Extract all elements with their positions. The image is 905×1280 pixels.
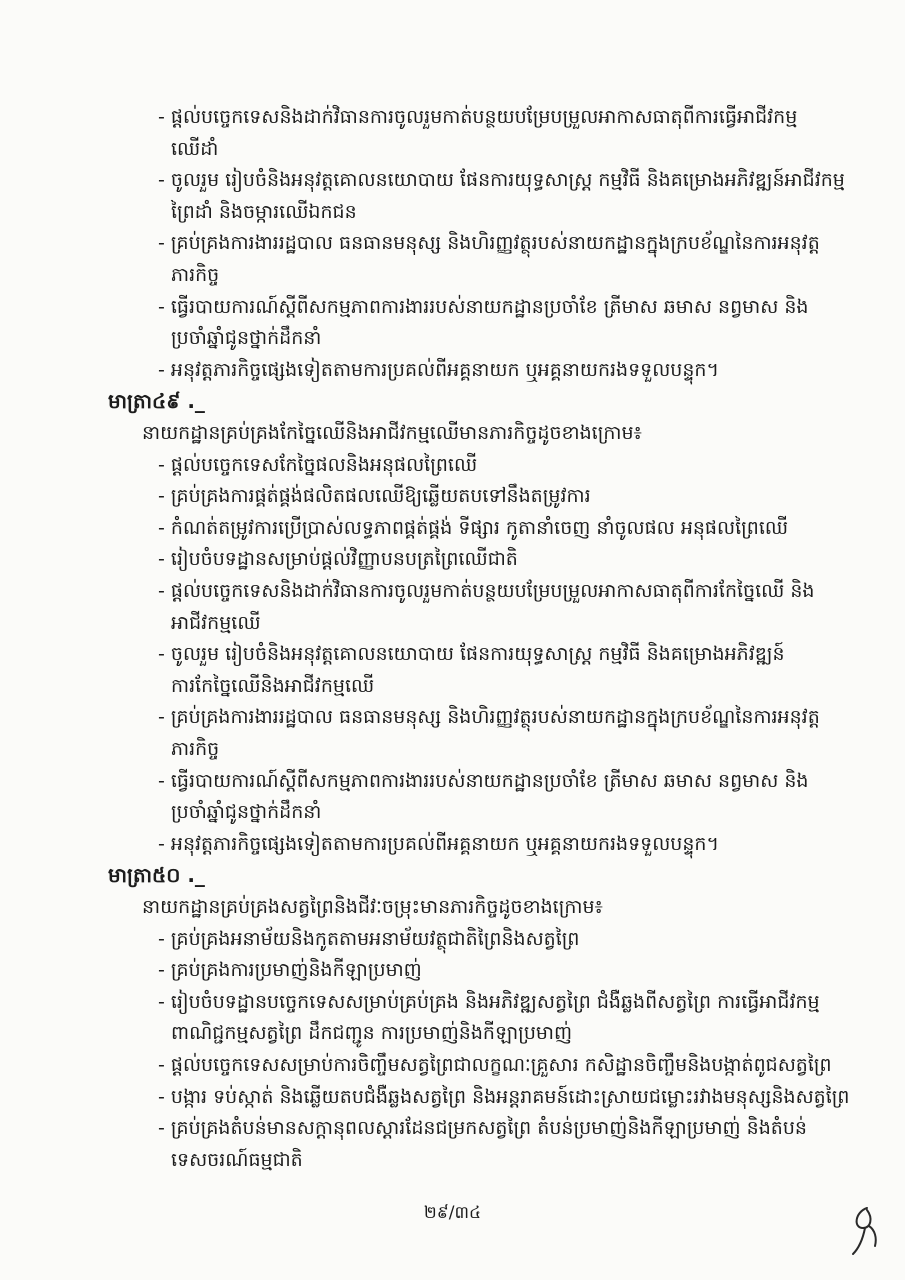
list-item: - បង្ការ ទប់ស្កាត់ និងឆ្លើយតបជំងឺឆ្លងសត្វព្រៃ និងអន្តរាគមន៍ដោះស្រាយជម្លោះរវាងមនុស្សនិងសត្វព្រៃ [158, 1085, 850, 1108]
article-heading: មាត្រា៥០ ._ [108, 863, 205, 888]
page-number: ២៩/៣៤ [423, 1203, 482, 1223]
handwritten-initial-icon [845, 1198, 885, 1258]
list-item: - ចូលរួម រៀបចំនិងអនុវត្តគោលនយោបាយ ផែនការយុទ្ធសាស្ត្រ កម្មវិធី និងគម្រោងអភិវឌ្ឍន៍ [158, 643, 785, 666]
list-item: - ផ្តល់បច្ចេកទេសនិងដាក់វិធានការចូលរួមកាត់បន្ថយបម្រែបម្រួលអាកាសធាតុពីការធ្វើអាជីវកម្ម [158, 106, 798, 128]
list-item: - រៀបចំបទដ្ឋានបច្ចេកទេសសម្រាប់គ្រប់គ្រង និងអភិវឌ្ឍសត្វព្រៃ ជំងឺឆ្លងពីសត្វព្រៃ ការធ្វើអាជីវកម្ម [158, 990, 820, 1013]
list-item-continuation: អាជីវកម្មឈើ [171, 611, 261, 634]
list-item: - ផ្តល់បច្ចេកទេសកែច្នៃផលនិងអនុផលព្រៃឈើ [158, 453, 478, 476]
list-item: - គ្រប់គ្រងការប្រមាញ់និងកីឡាប្រមាញ់ [158, 959, 422, 982]
article-intro: នាយកដ្ឋានគ្រប់គ្រងកែច្នៃឈើនិងអាជីវកម្មឈើមានភារកិច្ចដូចខាងក្រោម៖ [142, 422, 642, 444]
list-item-continuation: ព្រៃដាំ និងចម្ការឈើឯកជន [171, 200, 357, 223]
list-item: - គ្រប់គ្រងការងាររដ្ឋបាល ធនធានមនុស្ស និងហិរញ្ញវត្ថុរបស់នាយកដ្ឋានក្នុងក្របខ័ណ្ឌនៃការអនុវត្ត [158, 232, 820, 255]
list-item: - អនុវត្តភារកិច្ចផ្សេងទៀតតាមការប្រគល់ពីអគ្គនាយក ឬអគ្គនាយករងទទួលបន្ទុក។ [158, 832, 720, 855]
list-item-continuation: ប្រចាំឆ្នាំជូនថ្នាក់ដឹកនាំ [171, 327, 322, 350]
list-item: - គ្រប់គ្រងតំបន់មានសក្តានុពលស្តារដែនជម្រកសត្វព្រៃ តំបន់ប្រមាញ់និងកីឡាប្រមាញ់ និងតំបន់ [158, 1117, 807, 1140]
list-item: - ចូលរួម រៀបចំនិងអនុវត្តគោលនយោបាយ ផែនការយុទ្ធសាស្ត្រ កម្មវិធី និងគម្រោងអភិវឌ្ឍន៍អាជីវកម្ម [158, 169, 845, 192]
list-item-continuation: ភារកិច្ច [171, 738, 220, 760]
list-item: - គ្រប់គ្រងអនាម័យនិងកូតតាមអនាម័យវត្ថុជាតិព្រៃនិងសត្វព្រៃ [158, 927, 580, 950]
list-item: - គ្រប់គ្រងការផ្គត់ផ្គង់ផលិតផលឈើឱ្យឆ្លើយតបទៅនឹងតម្រូវការ [158, 485, 591, 508]
list-item-continuation: ភារកិច្ច [171, 264, 220, 286]
list-item: - កំណត់តម្រូវការប្រើប្រាស់លទ្ធភាពផ្គត់ផ្គង់ ទីផ្សារ កូតានាំចេញ នាំចូលផល អនុផលព្រៃឈើ [158, 516, 789, 539]
list-item: - ធ្វើរបាយការណ៍ស្តីពីសកម្មភាពការងាររបស់នាយកដ្ឋានប្រចាំខែ ត្រីមាស ឆមាស នព្វមាស និង [158, 295, 809, 318]
article-intro: នាយកដ្ឋានគ្រប់គ្រងសត្វព្រៃនិងជីវៈចម្រុះមានភារកិច្ចដូចខាងក្រោម៖ [142, 896, 603, 918]
list-item-continuation: ប្រចាំឆ្នាំជូនថ្នាក់ដឹកនាំ [171, 801, 322, 824]
list-item-continuation: ពាណិជ្ជកម្មសត្វព្រៃ ដឹកជញ្ជូន ការប្រមាញ់និងកីឡាប្រមាញ់ [171, 1022, 573, 1045]
list-item-continuation: ការកែច្នៃឈើនិងអាជីវកម្មឈើ [171, 674, 375, 697]
list-item: - រៀបចំបទដ្ឋានសម្រាប់ផ្តល់វិញ្ញាបនបត្រព្រៃឈើជាតិ [158, 548, 518, 571]
list-item: - ផ្តល់បច្ចេកទេសសម្រាប់ការចិញ្ចឹមសត្វព្រៃជាលក្ខណៈគ្រួសារ កសិដ្ឋានចិញ្ចឹមនិងបង្កាត់ពូជសត្វព្រៃ [158, 1054, 832, 1076]
list-item: - ផ្តល់បច្ចេកទេសនិងដាក់វិធានការចូលរួមកាត់បន្ថយបម្រែបម្រួលអាកាសធាតុពីការកែច្នៃឈើ និង [158, 580, 815, 602]
list-item-continuation: ទេសចរណ៍ធម្មជាតិ [171, 1148, 303, 1171]
list-item-continuation: ឈើដាំ [171, 137, 219, 160]
list-item: - ធ្វើរបាយការណ៍ស្តីពីសកម្មភាពការងាររបស់នាយកដ្ឋានប្រចាំខែ ត្រីមាស ឆមាស នព្វមាស និង [158, 769, 809, 792]
list-item: - គ្រប់គ្រងការងាររដ្ឋបាល ធនធានមនុស្ស និងហិរញ្ញវត្ថុរបស់នាយកដ្ឋានក្នុងក្របខ័ណ្ឌនៃការអនុវត្ត [158, 706, 820, 729]
article-heading: មាត្រា៤៩ ._ [108, 389, 205, 414]
list-item: - អនុវត្តភារកិច្ចផ្សេងទៀតតាមការប្រគល់ពីអគ្គនាយក ឬអគ្គនាយករងទទួលបន្ទុក។ [158, 358, 720, 381]
